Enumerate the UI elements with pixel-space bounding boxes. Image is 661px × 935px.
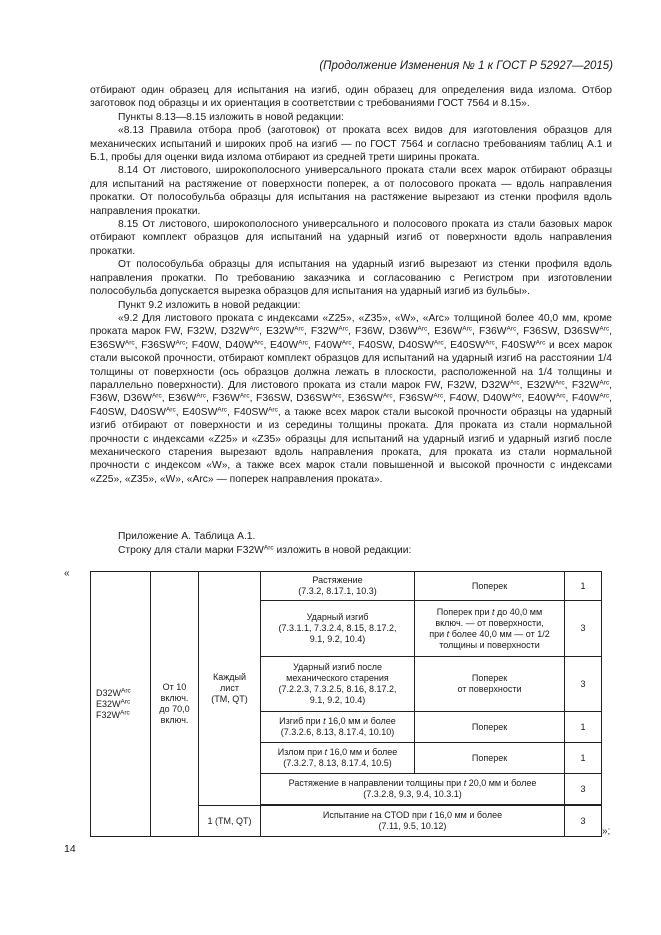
lot-cell: Каждый лист (ТМ, QT) bbox=[199, 572, 261, 806]
count-cell: 3 bbox=[565, 806, 602, 837]
paragraph: 8.14 От листового, широкополосного универсального проката стали всех марок отбирают образцы для испытаний на растяжение от поверхности поперек, а от полосового проката — вдоль направления прокатки. От полособульба образцы для испытания на растяжение вырезают из стенки профиля вдоль направления прокатки. bbox=[90, 165, 612, 217]
paragraph: От полособульба образцы для испытания на ударный изгиб вырезают из стенки профиля вдоль направления прокатки. По требованию заказчика и согласованию с Регистром при изготовлении полособульба допускается вырезка образцов для испытания на ударный изгиб из бульбы». bbox=[90, 259, 612, 298]
table-close-quote: »; bbox=[602, 826, 611, 837]
appendix-note bbox=[118, 530, 411, 558]
count-cell: 1 bbox=[565, 572, 602, 601]
table-open-quote: « bbox=[64, 568, 70, 579]
test-cell: Ударный изгиб после механического старения (7.2.2.3, 7.3.2.5, 8.16, 8.17.2, 9.1, 9.2, 10.4) bbox=[261, 657, 415, 712]
direction-cell: Поперек при t до 40,0 мм включ. — от поверхности, при t более 40,0 мм — от 1/2 толщины и поверхности bbox=[415, 601, 565, 657]
direction-cell: Поперек bbox=[415, 712, 565, 743]
paragraph-9-2: «9.2 Для листового проката с индексами «Z25», «Z35», «W», «Arc» толщиной более 40,0 мм, кроме проката марок FW, F32W, $D32W^{Arc}$, $E32W^{Arc}$, $F32W^{Arc}$, F36W, $D36W^{Arc}$, $E36W^{Arc}$, $F36W^{Arc}$, F36SW, $D36SW^{Arc}$, $E36SW^{Arc}$, $F36SW^{Arc}$; F40W, $D40W^{Arc}$, $E40W^{Arc}$, $F40W^{Arc}$, F40SW, $D40SW^{Arc}$, $E40SW^{Arc}$, $F40SW^{Arc}$ и всех марок стали высокой прочности, отбирают комплект образцов для испытаний на ударный изгиб на расстоянии 1/4 толщины от поверхности (ось образцов должна лежать в плоскости, расположенной на 1/4 толщины и параллельно поверхности). Для листового проката из стали марок FW, F32W, $D32W^{Arc}$, $E32W^{Arc}$, $F32W^{Arc}$, F36W, $D36W^{Arc}$, $E36W^{Arc}$, $F36W^{Arc}$, F36SW, $D36SW^{Arc}$, $E36SW^{Arc}$, $F36SW^{Arc}$, F40W, $D40W^{Arc}$, $E40W^{Arc}$, $F40W^{Arc}$, F40SW, $D40SW^{Arc}$, $E40SW^{Arc}$, $F40SW^{Arc}$, а также всех марок стали высокой прочности образцы на ударный изгиб отбирают от поверхности и из середины толщины проката. Для проката из стали нормальной прочности с индексами «Z25» и «Z35» образцы для испытаний на ударный изгиб и ударный изгиб после механического старения вырезают вдоль направления проката, для проката из стали нормальной прочности с индексом «W», а также всех марок стали повышенной и высокой прочности с индексами «Z25», «Z35», «W», «Arc» — поперек направления проката». bbox=[90, 312, 613, 485]
test-cell: Изгиб при t 16,0 мм и более (7.3.2.6, 8.13, 8.17.4, 10.10) bbox=[261, 712, 415, 743]
paragraph: 8.15 От листового, широкополосного универсального и полосового проката из стали базовых марок отбирают комплект образцов для испытаний на ударный изгиб от поверхности вдоль направления прокатки. bbox=[90, 219, 612, 257]
test-cell: Растяжение в направлении толщины при t 20,0 мм и более (7.3.2.8, 9.3, 9.4, 10.3.1) bbox=[261, 774, 565, 805]
count-cell: 3 bbox=[565, 774, 602, 805]
paragraph: Пункты 8.13—8.15 изложить в новой редакции: bbox=[118, 111, 344, 123]
paragraph: «8.13 Правила отбора проб (заготовок) от проката всех видов для изготовления образцов для механических испытаний и широких проб на изгиб — по ГОСТ 7564 и согласно требованиям таблиц А.1 и Б.1, пробы для оценки вида излома отбирают из средней трети ширины проката. bbox=[90, 125, 612, 164]
test-cell: Ударный изгиб (7.3.1.1, 7.3.2.4, 8.15, 8.17.2, 9.1, 9.2, 10.4) bbox=[261, 601, 415, 657]
paragraph: отбирают один образец для испытания на изгиб, один образец для определения вида излома. Отбор заготовок под образцы и их ориентация в соответствии с требованиями ГОСТ 7564 и 8.15». bbox=[90, 85, 612, 110]
count-cell: 3 bbox=[565, 601, 602, 657]
count-cell: 3 bbox=[565, 657, 602, 712]
direction-cell: Поперек bbox=[415, 572, 565, 601]
appendix-instruction: Строку для стали марки $F32W^{Arc}$ изложить в новой редакции: bbox=[118, 544, 412, 556]
direction-cell: Поперек от поверхности bbox=[415, 657, 565, 712]
body-text bbox=[90, 84, 612, 486]
count-cell: 1 bbox=[565, 712, 602, 743]
page-header: (Продолжение Изменения № 1 к ГОСТ Р 52927—2015) bbox=[319, 60, 613, 72]
thickness-cell: От 10 включ. до 70,0 включ. bbox=[151, 572, 199, 837]
test-cell: Испытание на CTOD при t 16,0 мм и более (7.11, 9.5, 10.12) bbox=[261, 806, 565, 837]
paragraph: Пункт 9.2 изложить в новой редакции: bbox=[118, 299, 301, 311]
replacement-table-row bbox=[90, 571, 602, 837]
appendix-title: Приложение А. Таблица А.1. bbox=[118, 531, 256, 542]
page-number: 14 bbox=[64, 843, 76, 855]
count-cell: 1 bbox=[565, 743, 602, 774]
direction-cell: Поперек bbox=[415, 743, 565, 774]
lot-cell: 1 (ТМ, QT) bbox=[199, 806, 261, 837]
test-cell: Излом при t 16,0 мм и более (7.3.2.7, 8.13, 8.17.4, 10.5) bbox=[261, 743, 415, 774]
steel-grades-cell: $D32W^{Arc}$ $E32W^{Arc}$ $F32W^{Arc}$ bbox=[91, 572, 151, 837]
test-cell: Растяжение (7.3.2, 8.17.1, 10.3) bbox=[261, 572, 415, 601]
